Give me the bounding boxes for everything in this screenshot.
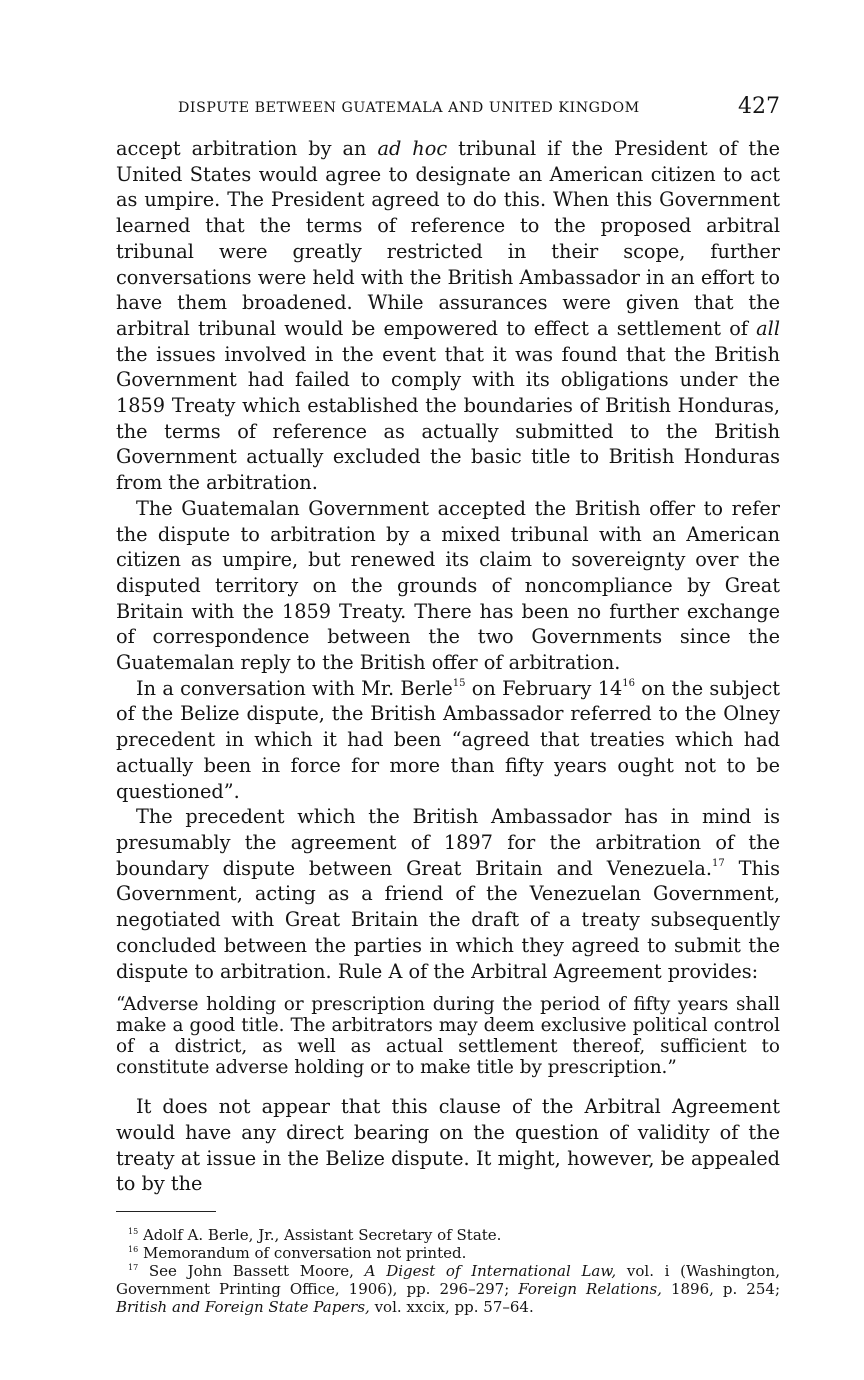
- paragraph-1: [116, 136, 780, 496]
- paragraph-2: The Guatemalan Government accepted the British offer to refer the dispute to arbitration by a mixed tribunal with an American citizen as umpire, but renewed its claim to sovereignty over the disputed territory on the grounds of noncompliance by Great Britain with the 1859 Treaty. There has been no further exchange of correspondence between the two Governments since the Guatemalan reply to the British offer of arbitration.: [116, 496, 780, 675]
- paragraph-4: [116, 804, 780, 984]
- text-run: The precedent which the British Ambassador has in mind is presumably the agreement of 1897 for the arbitration of the boundary dispute between Great Britain and Venezuela.: [116, 805, 780, 880]
- citation-title: A Digest of International Law,: [364, 1262, 617, 1281]
- page-number: 427: [738, 94, 780, 119]
- text-run: the issues involved in the event that it was found that the British Government had failed to comply with its obligations under the 1859 Treaty which established the boundaries of British Honduras, the terms of reference as actually submitted to the British Government actually excluded the basic title to British Honduras from the arbitration.: [116, 342, 780, 495]
- footnote-text: vol. i (Washington, Government Printing Office, 1906), pp. 296–297;: [116, 1262, 780, 1299]
- footnote-ref: 15: [452, 677, 466, 689]
- footnote-text: Memorandum of conversation not printed.: [142, 1244, 467, 1263]
- block-quote: “Adverse holding or prescription during the period of fifty years shall make a good title. The arbitrators may deem exclusive political control of a district, as well as actual settlement thereof, sufficient to constitute adverse holding or to make title by prescription.”: [116, 994, 780, 1079]
- text-run: on February 14: [465, 676, 623, 700]
- main-text: [116, 136, 780, 1197]
- running-title: DISPUTE BETWEEN GUATEMALA AND UNITED KINGDOM: [178, 100, 640, 116]
- text-run: accept arbitration by an: [116, 137, 378, 160]
- footnote-text: 1896, p. 254;: [661, 1280, 780, 1299]
- footnote-number: 17: [128, 1263, 139, 1273]
- footnote-text: vol. xxcix, pp. 57–64.: [369, 1298, 534, 1317]
- footnote-divider: [116, 1211, 216, 1212]
- footnotes: [116, 1226, 780, 1316]
- footnote-number: 16: [128, 1245, 139, 1255]
- running-head: [116, 94, 780, 124]
- text-run: tribunal if the President of the United States would agree to designate an American citizen to act as umpire. The President agreed to do this. When this Government learned that the terms of reference to the proposed arbitral tribunal were greatly restricted in their scope, further conversations were held with the British Ambassador in an effort to have them broadened. While assurances were given that the arbitral tribunal would be empowered to effect a settlement of: [116, 137, 781, 340]
- footnote-17: [116, 1262, 780, 1316]
- paragraph-5: It does not appear that this clause of the Arbitral Agreement would have any direct bearing on the question of validity of the treaty at issue in the Belize dispute. It might, however, be appealed to by the: [116, 1095, 780, 1196]
- footnote-15: [116, 1226, 780, 1244]
- italic-term: all: [756, 316, 780, 340]
- text-run: on the subject of the Belize dispute, the British Ambassador referred to the Olney precedent in which it had been “agreed that treaties which had actually been in force for more than fifty years ought not to be questioned”.: [116, 676, 780, 803]
- footnote-ref: 16: [622, 677, 635, 689]
- citation-title: Foreign Relations,: [518, 1280, 662, 1299]
- footnote-ref: 17: [711, 857, 725, 869]
- paragraph-3: [116, 676, 780, 805]
- citation-title: British and Foreign State Papers,: [116, 1298, 370, 1317]
- text-run: In a conversation with Mr. Berle: [136, 676, 453, 700]
- footnote-text: Adolf A. Berle, Jr., Assistant Secretary of State.: [142, 1226, 502, 1245]
- italic-term: ad hoc: [377, 137, 448, 160]
- footnote-number: 15: [128, 1227, 139, 1237]
- footnote-16: [116, 1244, 780, 1262]
- document-page: [116, 94, 780, 1316]
- footnote-text: See John Bassett Moore,: [148, 1262, 365, 1281]
- text-run: This Government, acting as a friend of the Venezuelan Government, negotiated with Great Britain the draft of a treaty subsequently concluded between the parties in which they agreed to submit the dispute to arbitration. Rule A of the Arbitral Agreement provides:: [116, 856, 780, 983]
